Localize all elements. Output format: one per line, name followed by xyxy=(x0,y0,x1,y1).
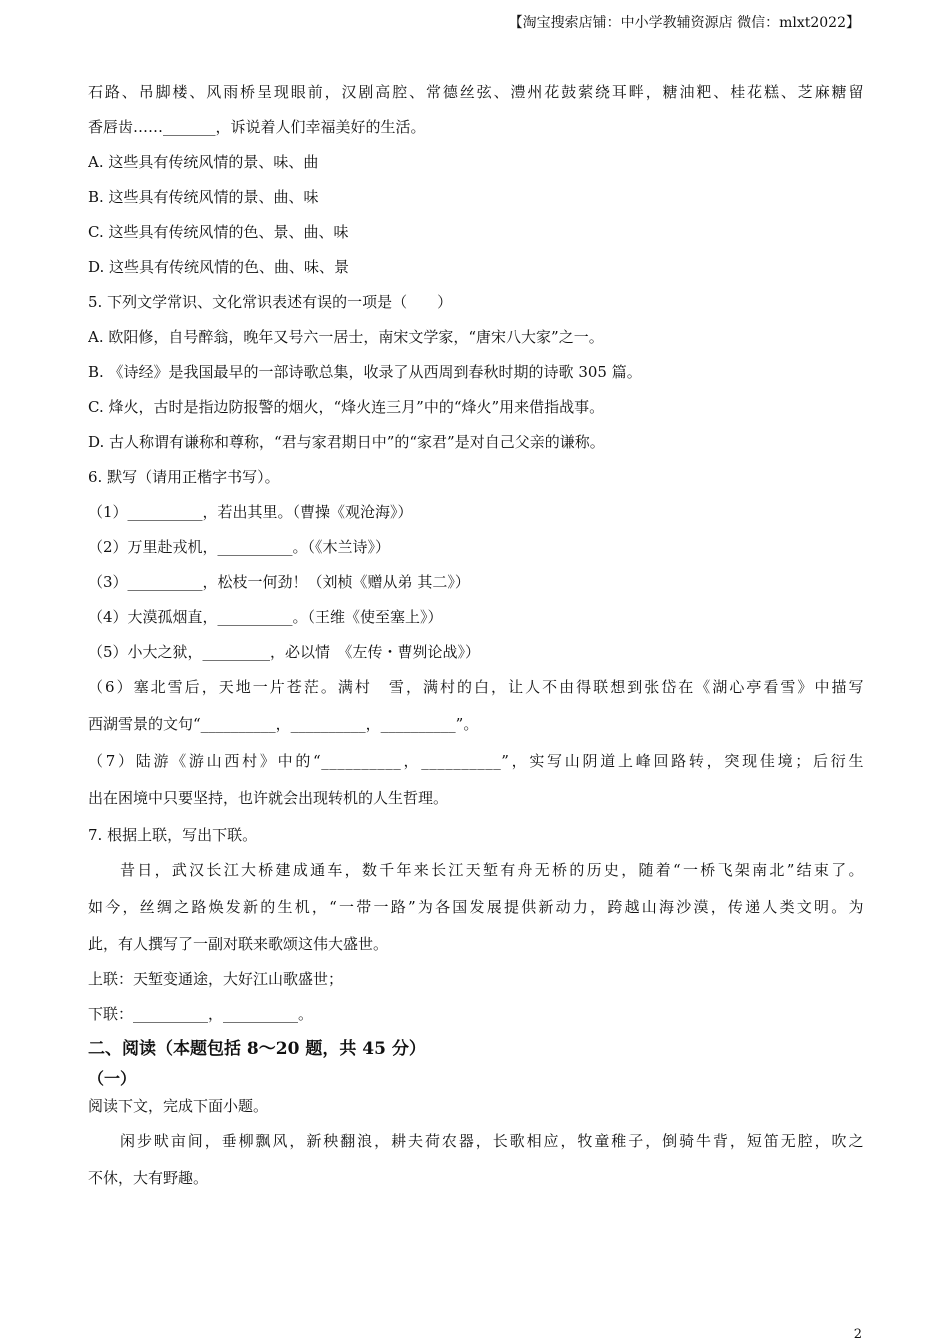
question-7: 7. 根据上联，写出下联。 xyxy=(88,826,258,844)
document-body xyxy=(88,78,864,1199)
q5-option-b: B. 《诗经》是我国最早的一部诗歌总集，收录了从西周到春秋时期的诗歌 305 篇。 xyxy=(88,363,642,381)
q6-item-6: （6）塞北雪后，天地一片苍茫。满村 雪，满村的白，让人不由得联想到张岱在《湖心亭看雪》中描写 xyxy=(88,678,864,696)
reading-passage-line: 闲步畎亩间，垂柳飘风，新秧翻浪，耕夫荷农器，长歌相应，牧童稚子，倒骑牛背，短笛无腔，吹之 xyxy=(120,1132,864,1150)
q6-item-7: （7）陆游《游山西村》中的“__________，__________”，实写山阴道上峰回路转，突现佳境；后衍生 xyxy=(88,752,864,770)
q5-option-d: D. 古人称谓有谦称和尊称，“君与家君期日中”的“家君”是对自己父亲的谦称。 xyxy=(88,433,605,451)
q6-item-4: （4）大漠孤烟直，__________。（王维《使至塞上》） xyxy=(88,608,443,626)
q5-option-c: C. 烽火，古时是指边防报警的烟火，“烽火连三月”中的“烽火”用来借指战事。 xyxy=(88,398,605,416)
q6-item-1: （1）__________，若出其里。（曹操《观沧海》） xyxy=(88,503,413,521)
passage-line: 石路、吊脚楼、风雨桥呈现眼前，汉剧高腔、常德丝弦、澧州花鼓萦绕耳畔，糖油粑、桂花糕、芝麻糖留 xyxy=(88,83,864,101)
q7-passage-line: 昔日，武汉长江大桥建成通车，数千年来长江天堑有舟无桥的历史，随着“一桥飞架南北”结束了。 xyxy=(120,861,864,879)
question-5: 5. 下列文学常识、文化常识表述有误的一项是（ ） xyxy=(88,293,453,311)
reading-instruction: 阅读下文，完成下面小题。 xyxy=(88,1097,269,1115)
option-b: B. 这些具有传统风情的景、曲、味 xyxy=(88,188,319,206)
q6-item-5: （5）小大之狱，_________，必以情 《左传・曹刿论战》） xyxy=(88,643,481,661)
q6-item-6-cont: 西湖雪景的文句“__________，__________，__________”。 xyxy=(88,715,479,733)
section-heading: 二、阅读（本题包括 8～20 题，共 45 分） xyxy=(88,1039,426,1059)
option-a: A. 这些具有传统风情的景、味、曲 xyxy=(88,153,319,171)
page-header: 【淘宝搜索店铺：中小学教辅资源店 微信：mlxt2022】 xyxy=(508,15,860,31)
q6-item-7-cont: 出在困境中只要坚持，也许就会出现转机的人生哲理。 xyxy=(88,789,449,807)
subsection-heading: （一） xyxy=(88,1069,137,1088)
q6-item-3: （3）__________，松枝一何劲！（刘桢《赠从弟 其二》） xyxy=(88,573,470,591)
passage-line: 香唇齿……_______，诉说着人们幸福美好的生活。 xyxy=(88,118,426,136)
question-6: 6. 默写（请用正楷字书写）。 xyxy=(88,468,280,486)
reading-passage-line: 不休，大有野趣。 xyxy=(88,1169,209,1187)
couplet-lower: 下联：__________，__________。 xyxy=(88,1005,314,1023)
couplet-upper: 上联：天堑变通途，大好江山歌盛世； xyxy=(88,970,344,988)
page-number: 2 xyxy=(853,1327,862,1342)
q5-option-a: A. 欧阳修，自号醉翁，晚年又号六一居士，南宋文学家，“唐宋八大家”之一。 xyxy=(88,328,604,346)
option-d: D. 这些具有传统风情的色、曲、味、景 xyxy=(88,258,350,276)
q7-passage-line: 此，有人撰写了一副对联来歌颂这伟大盛世。 xyxy=(88,935,389,953)
q6-item-2: （2）万里赴戎机，__________。（《木兰诗》） xyxy=(88,538,391,556)
option-c: C. 这些具有传统风情的色、景、曲、味 xyxy=(88,223,349,241)
q7-passage-line: 如今，丝绸之路焕发新的生机，“一带一路”为各国发展提供新动力，跨越山海沙漠，传递人类文明。为 xyxy=(88,898,864,916)
